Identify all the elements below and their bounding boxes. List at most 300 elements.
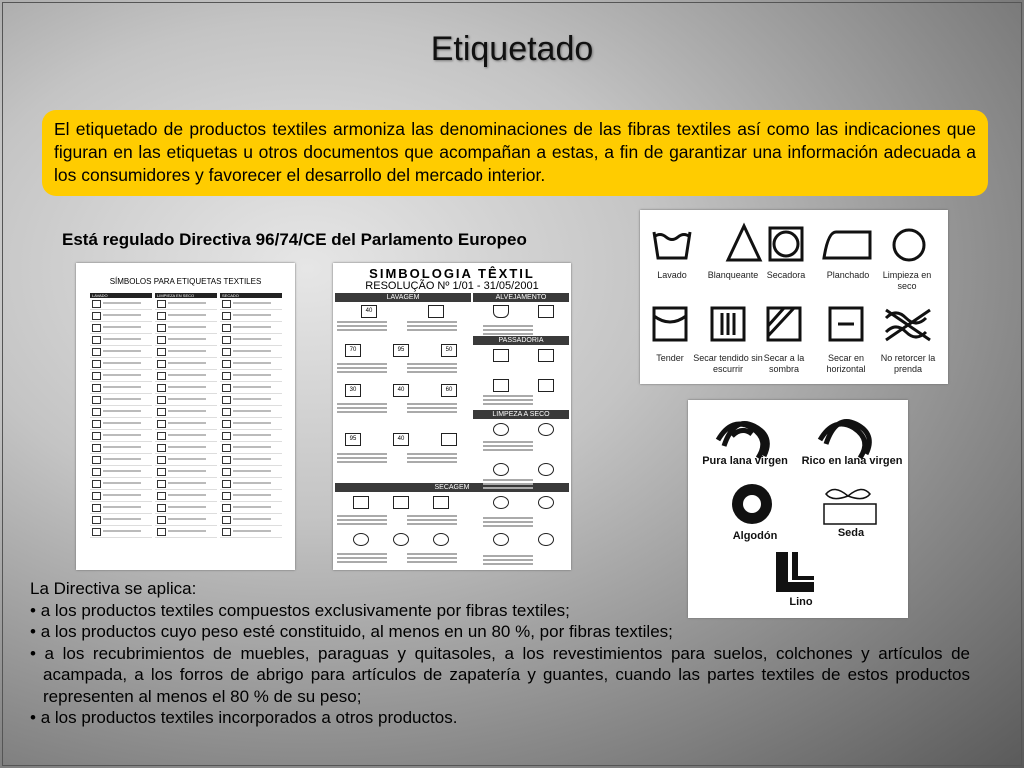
symbol-description-line	[168, 494, 206, 496]
wash-temp-icon: 40	[393, 384, 409, 397]
description-line	[483, 555, 533, 557]
description-line	[337, 561, 387, 563]
wash-temp-icon: 40	[361, 305, 377, 318]
symbol-row	[90, 346, 152, 358]
description-line	[483, 333, 533, 335]
description-line	[407, 329, 457, 331]
care-symbol-icon	[92, 492, 101, 500]
description-line	[407, 557, 457, 559]
care-symbol-icon	[222, 312, 231, 320]
simbologia-title: SIMBOLOGIA TÊXTIL	[369, 266, 535, 281]
slide-title: Etiquetado	[430, 30, 594, 68]
symbol-row	[155, 334, 217, 346]
symbol-description-line	[103, 350, 141, 352]
description-line	[483, 325, 533, 327]
no-dry-clean-icon	[538, 463, 554, 476]
symbol-description-line	[103, 470, 141, 472]
wash-temp-icon: 70	[345, 344, 361, 357]
symbol-row	[155, 298, 217, 310]
label-secar-sombra: Secar a la sombra	[763, 353, 805, 374]
label-secadora: Secadora	[766, 270, 806, 280]
symbol-description-line	[103, 506, 141, 508]
description-line	[337, 411, 387, 413]
symbol-description-line	[168, 530, 206, 532]
care-symbol-icon	[157, 384, 166, 392]
shade-dry-icon	[768, 308, 800, 340]
care-symbol-icon	[222, 516, 231, 524]
symbol-description-line	[233, 302, 271, 304]
symbols-column-dry-cleaning	[155, 293, 217, 561]
symbol-row	[220, 466, 282, 478]
label-seda: Seda	[837, 527, 865, 539]
care-symbol-icon	[157, 420, 166, 428]
care-symbol-icon	[92, 504, 101, 512]
tumble-dry-icon	[493, 496, 509, 509]
care-symbol-icon	[222, 384, 231, 392]
label-secar-tendido: Secar tendido sin escurrir	[693, 353, 763, 374]
symbol-row	[155, 526, 217, 538]
description-line	[483, 441, 533, 443]
symbol-description-line	[233, 470, 271, 472]
symbols-table	[90, 293, 282, 561]
symbol-description-line	[233, 350, 271, 352]
symbol-row	[155, 346, 217, 358]
section-limpeza-a-seco: LIMPEZA A SECO	[473, 410, 569, 419]
iron-icon	[538, 349, 554, 362]
symbol-description-line	[103, 410, 141, 412]
description-line	[337, 557, 387, 559]
symbol-row	[155, 442, 217, 454]
description-line	[483, 329, 533, 331]
woolmark-blend-icon	[820, 422, 869, 459]
care-symbol-icon	[92, 324, 101, 332]
description-line	[337, 403, 387, 405]
no-tumble-dry-icon	[538, 533, 554, 546]
symbol-row	[155, 358, 217, 370]
description-line	[337, 325, 387, 327]
woolmark-icon	[718, 424, 767, 459]
description-line	[407, 321, 457, 323]
label-lino: Lino	[789, 596, 813, 608]
care-symbol-icon	[222, 360, 231, 368]
symbol-description-line	[168, 458, 206, 460]
symbol-description-line	[233, 518, 271, 520]
symbol-description-line	[233, 494, 271, 496]
care-symbol-icon	[157, 408, 166, 416]
symbol-row	[155, 418, 217, 430]
care-symbol-icon	[222, 492, 231, 500]
no-iron-icon	[538, 379, 554, 392]
care-symbol-icon	[222, 456, 231, 464]
care-symbol-icon	[222, 324, 231, 332]
description-line	[407, 453, 457, 455]
symbols-table-heading: SÍMBOLOS PARA ETIQUETAS TEXTILES	[109, 277, 262, 286]
symbol-description-line	[103, 374, 141, 376]
care-symbol-icon	[222, 444, 231, 452]
care-symbol-icon	[92, 516, 101, 524]
symbol-description-line	[168, 350, 206, 352]
wash-temp-icon: 50	[441, 344, 457, 357]
description-line	[337, 515, 387, 517]
tumble-dry-icon	[493, 533, 509, 546]
symbol-row	[90, 430, 152, 442]
description-line	[407, 403, 457, 405]
symbol-description-line	[168, 446, 206, 448]
symbol-description-line	[168, 326, 206, 328]
tumble-dry-icon	[393, 533, 409, 546]
symbol-description-line	[103, 530, 141, 532]
description-line	[337, 407, 387, 409]
drying-icon	[393, 496, 409, 509]
description-line	[407, 515, 457, 517]
section-alvejamento: ALVEJAMENTO	[473, 293, 569, 302]
wash-temp-icon: 30	[345, 384, 361, 397]
care-symbol-icon	[92, 372, 101, 380]
symbol-description-line	[168, 470, 206, 472]
label-lavado: Lavado	[657, 270, 687, 280]
symbol-description-line	[233, 422, 271, 424]
no-wring-icon	[886, 310, 930, 340]
care-symbol-icon	[92, 444, 101, 452]
care-symbol-icon	[157, 348, 166, 356]
symbol-row	[155, 502, 217, 514]
symbol-row	[155, 394, 217, 406]
label-algodon: Algodón	[732, 530, 778, 542]
care-symbol-icon	[157, 396, 166, 404]
symbols-column-washing	[90, 293, 152, 561]
simbologia-subtitle: RESOLUÇÃO Nº 1/01 - 31/05/2001	[365, 280, 539, 292]
care-symbol-icon	[222, 480, 231, 488]
description-line	[407, 553, 457, 555]
dry-clean-icon	[538, 423, 554, 436]
care-symbols-image	[640, 210, 948, 384]
symbol-row	[220, 334, 282, 346]
care-symbol-icon	[157, 336, 166, 344]
symbol-row	[220, 358, 282, 370]
symbol-description-line	[168, 434, 206, 436]
label-pura-lana-virgen: Pura lana virgen	[702, 455, 788, 467]
care-symbol-icon	[157, 504, 166, 512]
symbol-description-line	[233, 434, 271, 436]
care-symbol-icon	[222, 504, 231, 512]
symbol-description-line	[233, 530, 271, 532]
symbol-row	[220, 478, 282, 490]
directive-scope-list	[30, 600, 970, 729]
symbol-row	[90, 526, 152, 538]
care-symbol-icon	[222, 336, 231, 344]
description-line	[483, 487, 533, 489]
symbols-column-drying	[220, 293, 282, 561]
symbol-row	[90, 466, 152, 478]
description-line	[483, 521, 533, 523]
wash-temp-icon: 95	[345, 433, 361, 446]
description-line	[337, 329, 387, 331]
list-item: • a los productos cuyo peso esté constituido, al menos en un 80 %, por fibras textiles;	[30, 621, 970, 643]
description-line	[337, 553, 387, 555]
description-line	[483, 483, 533, 485]
symbol-row	[155, 370, 217, 382]
symbol-description-line	[103, 362, 141, 364]
symbol-description-line	[233, 482, 271, 484]
symbol-description-line	[233, 314, 271, 316]
care-symbol-icon	[157, 360, 166, 368]
symbol-description-line	[103, 494, 141, 496]
symbol-row	[220, 322, 282, 334]
care-symbol-icon	[92, 348, 101, 356]
symbol-description-line	[168, 302, 206, 304]
description-line	[337, 457, 387, 459]
symbol-description-line	[103, 482, 141, 484]
column-header: LAVADO	[90, 293, 152, 298]
care-symbol-icon	[222, 348, 231, 356]
dry-clean-icon	[493, 423, 509, 436]
symbol-description-line	[233, 362, 271, 364]
symbol-description-line	[103, 434, 141, 436]
symbol-row	[90, 394, 152, 406]
symbol-row	[90, 370, 152, 382]
symbol-row	[90, 454, 152, 466]
intro-box: El etiquetado de productos textiles armoniza las denominaciones de las fibras textiles así como las indicaciones que figuran en las etiquetas u otros documentos que acompañan a estas, a fin de garantizar una información adecuada a los consumidores y favorecer el desarrollo del mercado interior.	[42, 110, 988, 196]
description-line	[407, 371, 457, 373]
care-symbol-icon	[92, 312, 101, 320]
symbol-description-line	[233, 386, 271, 388]
symbol-description-line	[103, 386, 141, 388]
simbologia-textil-image	[333, 263, 571, 570]
symbol-description-line	[103, 518, 141, 520]
list-item: • a los productos textiles incorporados a otros productos.	[30, 707, 970, 729]
directive-scope	[30, 578, 970, 729]
description-line	[483, 403, 533, 405]
description-line	[483, 563, 533, 565]
description-line	[483, 445, 533, 447]
symbol-row	[220, 298, 282, 310]
symbol-row	[220, 454, 282, 466]
description-line	[407, 411, 457, 413]
description-line	[483, 479, 533, 481]
symbol-description-line	[103, 314, 141, 316]
care-symbol-icon	[157, 456, 166, 464]
care-symbol-icon	[157, 432, 166, 440]
directive-scope-heading: La Directiva se aplica:	[30, 579, 197, 598]
symbol-row	[220, 514, 282, 526]
description-line	[407, 561, 457, 563]
description-line	[337, 523, 387, 525]
symbol-row	[220, 406, 282, 418]
wash-hand-icon	[428, 305, 444, 318]
symbol-description-line	[168, 362, 206, 364]
description-line	[483, 517, 533, 519]
description-line	[407, 367, 457, 369]
symbol-row	[220, 346, 282, 358]
label-secar-horizontal: Secar en horizontal	[826, 353, 866, 374]
symbol-description-line	[168, 482, 206, 484]
description-line	[483, 399, 533, 401]
label-blanqueante: Blanqueante	[707, 270, 759, 280]
symbol-description-line	[103, 398, 141, 400]
section-lavagem: LAVAGEM	[335, 293, 471, 302]
symbol-description-line	[103, 458, 141, 460]
symbol-row	[90, 310, 152, 322]
symbol-description-line	[233, 374, 271, 376]
tumble-dry-icon	[538, 496, 554, 509]
symbol-row	[90, 334, 152, 346]
symbol-row	[155, 322, 217, 334]
care-symbol-icon	[157, 492, 166, 500]
description-line	[407, 407, 457, 409]
symbol-row	[90, 514, 152, 526]
symbol-description-line	[168, 314, 206, 316]
symbol-row	[155, 466, 217, 478]
description-line	[483, 525, 533, 527]
section-secagem: SECAGEM	[335, 483, 569, 492]
symbol-row	[90, 382, 152, 394]
symbol-row	[220, 442, 282, 454]
symbol-description-line	[168, 386, 206, 388]
care-symbol-icon	[157, 444, 166, 452]
symbol-description-line	[168, 398, 206, 400]
description-line	[407, 523, 457, 525]
label-rico-en-lana-virgen: Rico en lana virgen	[801, 455, 903, 467]
care-symbol-icon	[157, 480, 166, 488]
symbol-description-line	[103, 422, 141, 424]
bleach-icon	[493, 305, 509, 318]
symbol-row	[220, 394, 282, 406]
care-symbol-icon	[157, 516, 166, 524]
symbol-description-line	[168, 518, 206, 520]
description-line	[337, 453, 387, 455]
care-symbol-icon	[92, 420, 101, 428]
description-line	[337, 461, 387, 463]
care-symbol-icon	[222, 420, 231, 428]
care-symbol-icon	[92, 408, 101, 416]
wash-temp-icon: 95	[393, 344, 409, 357]
symbol-description-line	[168, 338, 206, 340]
care-symbol-icon	[157, 468, 166, 476]
care-symbol-icon	[157, 300, 166, 308]
symbol-row	[155, 514, 217, 526]
dry-clean-icon	[493, 463, 509, 476]
symbol-row	[220, 490, 282, 502]
description-line	[407, 519, 457, 521]
symbol-row	[220, 502, 282, 514]
label-planchado: Planchado	[826, 270, 870, 280]
care-symbol-icon	[222, 408, 231, 416]
list-item: • a los productos textiles compuestos exclusivamente por fibras textiles;	[30, 600, 970, 622]
symbol-row	[90, 442, 152, 454]
symbols-table-image	[76, 263, 295, 570]
list-item: • a los recubrimientos de muebles, paraguas y quitasoles, a los revestimientos para suelos, colchones y artículos de acampada, a los forros de abrigo para artículos de zapatería y guantes, cuando las partes textiles de estos productos representen al menos el 80 % de su peso;	[30, 643, 970, 708]
no-wash-icon	[441, 433, 457, 446]
symbol-description-line	[233, 398, 271, 400]
care-symbol-icon	[222, 528, 231, 536]
washing-icon	[654, 232, 690, 258]
symbol-description-line	[233, 410, 271, 412]
care-symbol-icon	[222, 372, 231, 380]
description-line	[407, 325, 457, 327]
symbol-description-line	[233, 338, 271, 340]
care-symbol-icon	[222, 300, 231, 308]
label-tender: Tender	[656, 353, 684, 363]
symbol-row	[90, 418, 152, 430]
symbol-row	[90, 358, 152, 370]
description-line	[407, 461, 457, 463]
symbol-description-line	[103, 338, 141, 340]
description-line	[337, 367, 387, 369]
care-symbol-icon	[157, 372, 166, 380]
symbol-row	[90, 406, 152, 418]
description-line	[337, 363, 387, 365]
tumble-dry-icon	[433, 533, 449, 546]
symbol-row	[155, 406, 217, 418]
symbol-description-line	[233, 458, 271, 460]
drying-icon	[433, 496, 449, 509]
symbol-row	[220, 370, 282, 382]
symbol-description-line	[233, 506, 271, 508]
symbol-description-line	[168, 506, 206, 508]
symbol-row	[155, 382, 217, 394]
symbol-row	[90, 490, 152, 502]
wash-temp-icon: 40	[393, 433, 409, 446]
symbol-row	[90, 298, 152, 310]
care-symbol-icon	[92, 336, 101, 344]
dry-clean-icon	[894, 230, 924, 260]
description-line	[337, 371, 387, 373]
symbol-row	[155, 430, 217, 442]
symbol-description-line	[103, 326, 141, 328]
symbol-row	[220, 310, 282, 322]
no-bleach-icon	[538, 305, 554, 318]
symbol-row	[220, 382, 282, 394]
silk-logo-icon	[824, 489, 876, 524]
bleach-icon	[728, 226, 760, 260]
column-header: SECADO	[220, 293, 282, 298]
iron-icon	[493, 349, 509, 362]
symbol-description-line	[103, 302, 141, 304]
care-symbol-icon	[92, 456, 101, 464]
description-line	[337, 321, 387, 323]
drying-icon	[353, 496, 369, 509]
care-symbol-icon	[222, 432, 231, 440]
care-symbol-icon	[157, 528, 166, 536]
symbol-row	[155, 478, 217, 490]
label-no-retorcer: No retorcer la prenda	[880, 353, 936, 374]
care-symbol-icon	[222, 396, 231, 404]
symbol-row	[155, 310, 217, 322]
iron-icon	[824, 232, 870, 258]
symbol-row	[155, 454, 217, 466]
symbol-row	[90, 478, 152, 490]
symbol-row	[220, 418, 282, 430]
care-symbol-icon	[92, 384, 101, 392]
care-symbol-icon	[92, 468, 101, 476]
symbol-row	[155, 490, 217, 502]
symbol-description-line	[168, 410, 206, 412]
wash-temp-icon: 60	[441, 384, 457, 397]
symbol-description-line	[233, 326, 271, 328]
symbol-description-line	[168, 422, 206, 424]
care-symbol-icon	[157, 324, 166, 332]
section-passadoria: PASSADORIA	[473, 336, 569, 345]
care-symbol-icon	[157, 312, 166, 320]
symbol-row	[220, 526, 282, 538]
care-symbol-icon	[92, 396, 101, 404]
care-symbol-icon	[92, 528, 101, 536]
iron-icon	[493, 379, 509, 392]
symbol-row	[90, 322, 152, 334]
line-dry-icon	[654, 308, 686, 340]
label-limpieza-en-seco: Limpieza en seco	[882, 270, 932, 291]
description-line	[407, 457, 457, 459]
